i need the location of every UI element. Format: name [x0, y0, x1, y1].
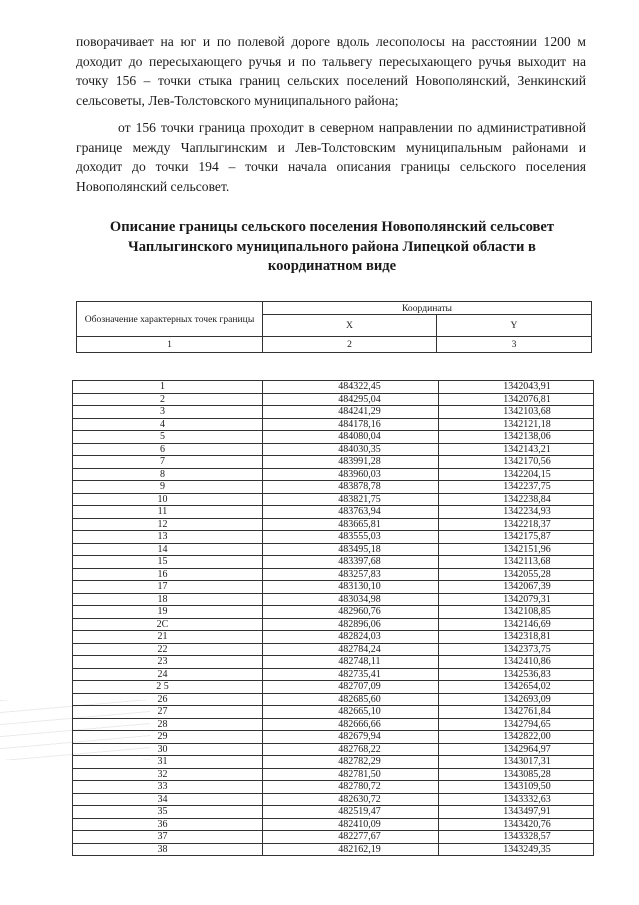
table-row [73, 481, 594, 494]
y-coordinate-cell: 1342103,68 [439, 406, 594, 419]
table-row [73, 731, 594, 744]
point-number-cell: 12 [73, 518, 263, 531]
y-coordinate-cell: 1343017,31 [439, 756, 594, 769]
x-coordinate-cell: 482784,24 [263, 643, 439, 656]
point-number-cell: 37 [73, 831, 263, 844]
faded-stamp [0, 700, 150, 760]
table-row [73, 693, 594, 706]
header-y: Y [437, 315, 592, 337]
point-number-cell: 27 [73, 706, 263, 719]
x-coordinate-cell: 482781,50 [263, 768, 439, 781]
y-coordinate-cell: 1343328,57 [439, 831, 594, 844]
point-number-cell: 5 [73, 431, 263, 444]
point-number-cell: 19 [73, 606, 263, 619]
y-coordinate-cell: 1343332,63 [439, 793, 594, 806]
y-coordinate-cell: 1342218,37 [439, 518, 594, 531]
point-number-cell: 38 [73, 843, 263, 856]
table-row [73, 706, 594, 719]
table-row [73, 543, 594, 556]
point-number-cell: 17 [73, 581, 263, 594]
table-row [73, 456, 594, 469]
point-number-cell: 30 [73, 743, 263, 756]
point-number-cell: 6 [73, 443, 263, 456]
y-coordinate-cell: 1342143,21 [439, 443, 594, 456]
table-row [73, 468, 594, 481]
x-coordinate-cell: 482666,66 [263, 718, 439, 731]
point-number-cell: 28 [73, 718, 263, 731]
table-row [73, 668, 594, 681]
x-coordinate-cell: 482735,41 [263, 668, 439, 681]
y-coordinate-cell: 1342238,84 [439, 493, 594, 506]
x-coordinate-cell: 483034,98 [263, 593, 439, 606]
x-coordinate-cell: 483960,03 [263, 468, 439, 481]
y-coordinate-cell: 1342693,09 [439, 693, 594, 706]
header-col-number-2: 2 [263, 337, 437, 353]
y-coordinate-cell: 1342234,93 [439, 506, 594, 519]
point-number-cell: 2C [73, 618, 263, 631]
y-coordinate-cell: 1343497,91 [439, 806, 594, 819]
point-number-cell: 9 [73, 481, 263, 494]
x-coordinate-cell: 482782,29 [263, 756, 439, 769]
x-coordinate-cell: 483257,83 [263, 568, 439, 581]
x-coordinate-cell: 483130,10 [263, 581, 439, 594]
x-coordinate-cell: 482768,22 [263, 743, 439, 756]
x-coordinate-cell: 483878,78 [263, 481, 439, 494]
x-coordinate-cell: 484241,29 [263, 406, 439, 419]
x-coordinate-cell: 484080,04 [263, 431, 439, 444]
table-row [73, 831, 594, 844]
x-coordinate-cell: 482410,09 [263, 818, 439, 831]
x-coordinate-cell: 484030,35 [263, 443, 439, 456]
y-coordinate-cell: 1342108,85 [439, 606, 594, 619]
table-row [73, 743, 594, 756]
x-coordinate-cell: 484178,16 [263, 418, 439, 431]
y-coordinate-cell: 1342043,91 [439, 381, 594, 394]
point-number-cell: 33 [73, 781, 263, 794]
x-coordinate-cell: 483555,03 [263, 531, 439, 544]
y-coordinate-cell: 1342654,02 [439, 681, 594, 694]
table-row [73, 568, 594, 581]
table-row [73, 606, 594, 619]
y-coordinate-cell: 1343109,50 [439, 781, 594, 794]
x-coordinate-cell: 482824,03 [263, 631, 439, 644]
point-number-cell: 4 [73, 418, 263, 431]
y-coordinate-cell: 1342373,75 [439, 643, 594, 656]
x-coordinate-cell: 482162,19 [263, 843, 439, 856]
x-coordinate-cell: 482685,60 [263, 693, 439, 706]
y-coordinate-cell: 1342121,18 [439, 418, 594, 431]
paragraph-2: от 156 точки граница проходит в северном направлении по административной границе между Чаплыгинским и Лев-Толстовским муниципальным районами и доходит до точки 194 – точки начала описания границы сельского поселения Новополянский сельсовет. [76, 120, 586, 194]
x-coordinate-cell: 483763,94 [263, 506, 439, 519]
y-coordinate-cell: 1342151,96 [439, 543, 594, 556]
point-number-cell: 26 [73, 693, 263, 706]
point-number-cell: 32 [73, 768, 263, 781]
point-number-cell: 2 [73, 393, 263, 406]
point-number-cell: 3 [73, 406, 263, 419]
x-coordinate-cell: 483821,75 [263, 493, 439, 506]
point-number-cell: 35 [73, 806, 263, 819]
table-row [73, 418, 594, 431]
x-coordinate-cell: 482780,72 [263, 781, 439, 794]
point-number-cell: 15 [73, 556, 263, 569]
table-row [73, 443, 594, 456]
header-col-number-3: 3 [437, 337, 592, 353]
table-row [73, 818, 594, 831]
point-number-cell: 14 [73, 543, 263, 556]
table-row [73, 768, 594, 781]
table-row [73, 506, 594, 519]
point-number-cell: 21 [73, 631, 263, 644]
x-coordinate-cell: 482748,11 [263, 656, 439, 669]
table-row [73, 518, 594, 531]
point-number-cell: 11 [73, 506, 263, 519]
y-coordinate-cell: 1343085,28 [439, 768, 594, 781]
point-number-cell: 10 [73, 493, 263, 506]
paragraph-1: поворачивает на юг и по полевой дороге вдоль лесополосы на расстоянии 1200 м доходит до пересыхающего ручья и по тальвегу пересыхающего ручья выходит на точку 156 – точки стыка границ сельских поселений Новополянский, Зенкинский сельсоветы, Лев-Толстовского муниципального района; [76, 34, 586, 108]
y-coordinate-cell: 1343249,35 [439, 843, 594, 856]
point-number-cell: 18 [73, 593, 263, 606]
section-title: Описание границы сельского поселения Новополянский сельсовет Чаплыгинского муниципального района Липецкой области в координатном виде [109, 219, 555, 275]
y-coordinate-cell: 1342536,83 [439, 668, 594, 681]
table-row [73, 806, 594, 819]
header-coordinates: Координаты [263, 302, 592, 315]
table-row [73, 718, 594, 731]
x-coordinate-cell: 482896,06 [263, 618, 439, 631]
y-coordinate-cell: 1342076,81 [439, 393, 594, 406]
table-row [73, 581, 594, 594]
y-coordinate-cell: 1342318,81 [439, 631, 594, 644]
x-coordinate-cell: 484295,04 [263, 393, 439, 406]
table-row [73, 656, 594, 669]
y-coordinate-cell: 1342079,31 [439, 593, 594, 606]
table-row [73, 556, 594, 569]
x-coordinate-cell: 482960,76 [263, 606, 439, 619]
y-coordinate-cell: 1342761,84 [439, 706, 594, 719]
point-number-cell: 34 [73, 793, 263, 806]
point-number-cell: 13 [73, 531, 263, 544]
x-coordinate-cell: 482679,94 [263, 731, 439, 744]
x-coordinate-cell: 484322,45 [263, 381, 439, 394]
x-coordinate-cell: 482630,72 [263, 793, 439, 806]
table-row [73, 431, 594, 444]
point-number-cell: 1 [73, 381, 263, 394]
table-row [73, 531, 594, 544]
x-coordinate-cell: 483397,68 [263, 556, 439, 569]
y-coordinate-cell: 1342055,28 [439, 568, 594, 581]
point-number-cell: 36 [73, 818, 263, 831]
table-row [73, 393, 594, 406]
point-number-cell: 8 [73, 468, 263, 481]
y-coordinate-cell: 1342146,69 [439, 618, 594, 631]
y-coordinate-cell: 1342170,56 [439, 456, 594, 469]
point-number-cell: 24 [73, 668, 263, 681]
coordinates-header-table [76, 301, 592, 353]
table-row [73, 493, 594, 506]
table-row [73, 618, 594, 631]
table-row [73, 406, 594, 419]
header-x: X [263, 315, 437, 337]
x-coordinate-cell: 483991,28 [263, 456, 439, 469]
coordinates-table [72, 380, 594, 856]
point-number-cell: 31 [73, 756, 263, 769]
x-coordinate-cell: 482707,09 [263, 681, 439, 694]
x-coordinate-cell: 482519,47 [263, 806, 439, 819]
y-coordinate-cell: 1342204,15 [439, 468, 594, 481]
y-coordinate-cell: 1342410,86 [439, 656, 594, 669]
x-coordinate-cell: 482665,10 [263, 706, 439, 719]
table-row [73, 681, 594, 694]
point-number-cell: 7 [73, 456, 263, 469]
x-coordinate-cell: 483665,81 [263, 518, 439, 531]
table-row [73, 756, 594, 769]
y-coordinate-cell: 1342794,65 [439, 718, 594, 731]
header-col-number-1: 1 [77, 337, 263, 353]
y-coordinate-cell: 1342067,39 [439, 581, 594, 594]
table-row [73, 843, 594, 856]
table-row [73, 631, 594, 644]
y-coordinate-cell: 1342113,68 [439, 556, 594, 569]
point-number-cell: 2 5 [73, 681, 263, 694]
y-coordinate-cell: 1342175,87 [439, 531, 594, 544]
y-coordinate-cell: 1342822,00 [439, 731, 594, 744]
table-row [73, 781, 594, 794]
header-point-designation: Обозначение характерных точек границы [77, 302, 263, 337]
coordinates-table-body [73, 381, 594, 856]
y-coordinate-cell: 1342237,75 [439, 481, 594, 494]
x-coordinate-cell: 483495,18 [263, 543, 439, 556]
table-row [73, 793, 594, 806]
point-number-cell: 23 [73, 656, 263, 669]
table-row [73, 643, 594, 656]
table-row [73, 381, 594, 394]
y-coordinate-cell: 1343420,76 [439, 818, 594, 831]
y-coordinate-cell: 1342964,97 [439, 743, 594, 756]
point-number-cell: 22 [73, 643, 263, 656]
x-coordinate-cell: 482277,67 [263, 831, 439, 844]
table-row [73, 593, 594, 606]
point-number-cell: 16 [73, 568, 263, 581]
y-coordinate-cell: 1342138,06 [439, 431, 594, 444]
point-number-cell: 29 [73, 731, 263, 744]
